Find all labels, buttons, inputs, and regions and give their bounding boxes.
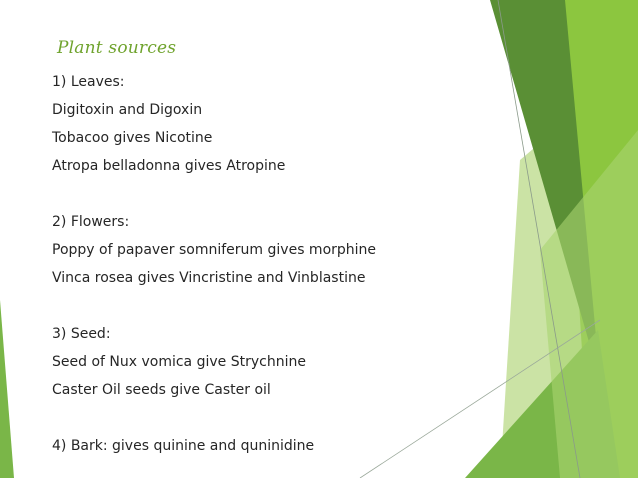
line-poppy: Poppy of papaver somniferum gives morphine	[52, 242, 377, 258]
line-flowers-heading: 2) Flowers:	[52, 214, 130, 230]
line-nux-vomica: Seed of Nux vomica give Strychnine	[52, 354, 306, 370]
slide-title: Plant sources	[57, 38, 177, 58]
line-vinca: Vinca rosea gives Vincristine and Vinblastine	[52, 270, 366, 286]
line-tobacco: Tobacoo gives Nicotine	[52, 130, 213, 146]
line-caster-oil: Caster Oil seeds give Caster oil	[52, 382, 271, 398]
line-bark: 4) Bark: gives quinine and quninidine	[52, 438, 315, 454]
left-edge-accent	[0, 300, 14, 478]
line-digitoxin: Digitoxin and Digoxin	[52, 102, 203, 118]
line-leaves-heading: 1) Leaves:	[52, 74, 125, 90]
line-atropa: Atropa belladonna gives Atropine	[52, 158, 286, 174]
line-seed-heading: 3) Seed:	[52, 326, 111, 342]
